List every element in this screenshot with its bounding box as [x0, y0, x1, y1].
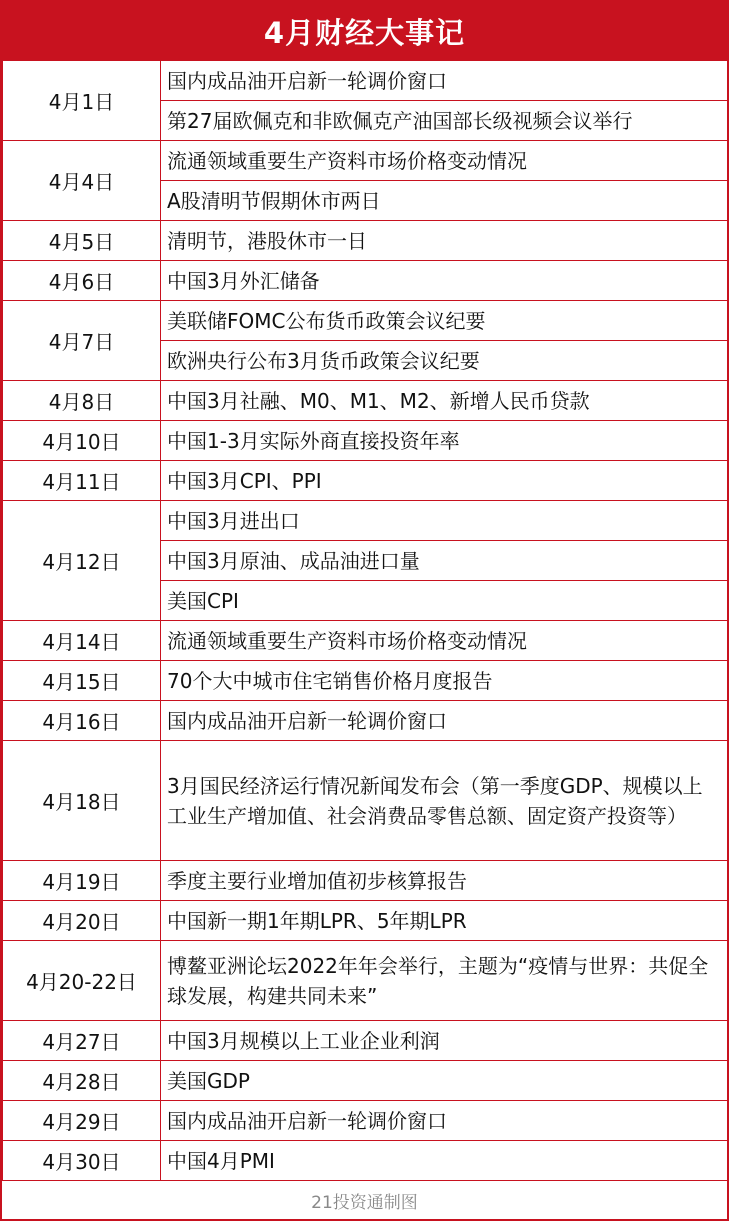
date-cell: 4月11日	[3, 461, 161, 501]
date-cell: 4月14日	[3, 621, 161, 661]
events-table-body	[3, 61, 728, 1181]
date-cell: 4月12日	[3, 501, 161, 621]
date-cell: 4月28日	[3, 1061, 161, 1101]
date-cell: 4月4日	[3, 141, 161, 221]
event-cell: 美国GDP	[161, 1061, 728, 1101]
date-cell: 4月30日	[3, 1141, 161, 1181]
date-cell: 4月5日	[3, 221, 161, 261]
event-cell: 中国3月规模以上工业企业利润	[161, 1021, 728, 1061]
date-cell: 4月18日	[3, 741, 161, 861]
page-title: 4月财经大事记	[2, 2, 727, 60]
date-cell: 4月16日	[3, 701, 161, 741]
date-cell: 4月27日	[3, 1021, 161, 1061]
table-row	[3, 661, 728, 701]
date-cell: 4月15日	[3, 661, 161, 701]
table-row	[3, 421, 728, 461]
table-row	[3, 1141, 728, 1181]
event-cell: 中国新一期1年期LPR、5年期LPR	[161, 901, 728, 941]
table-row	[3, 901, 728, 941]
event-cell: 70个大中城市住宅销售价格月度报告	[161, 661, 728, 701]
event-cell: 流通领域重要生产资料市场价格变动情况	[161, 141, 728, 181]
table-row	[3, 1061, 728, 1101]
table-row	[3, 461, 728, 501]
event-cell: 清明节，港股休市一日	[161, 221, 728, 261]
event-cell: 中国3月外汇储备	[161, 261, 728, 301]
event-cell: 中国3月CPI、PPI	[161, 461, 728, 501]
table-row	[3, 301, 728, 341]
events-table	[2, 60, 728, 1181]
date-cell: 4月8日	[3, 381, 161, 421]
event-cell: 中国3月原油、成品油进口量	[161, 541, 728, 581]
date-cell: 4月6日	[3, 261, 161, 301]
event-cell: 中国3月进出口	[161, 501, 728, 541]
table-row	[3, 701, 728, 741]
event-cell: 欧洲央行公布3月货币政策会议纪要	[161, 341, 728, 381]
event-cell: A股清明节假期休市两日	[161, 181, 728, 221]
table-row	[3, 941, 728, 1021]
date-cell: 4月29日	[3, 1101, 161, 1141]
table-row	[3, 1021, 728, 1061]
table-row	[3, 1101, 728, 1141]
event-cell: 美国CPI	[161, 581, 728, 621]
event-cell: 国内成品油开启新一轮调价窗口	[161, 61, 728, 101]
date-cell: 4月7日	[3, 301, 161, 381]
date-cell: 4月10日	[3, 421, 161, 461]
event-cell: 国内成品油开启新一轮调价窗口	[161, 701, 728, 741]
table-row	[3, 621, 728, 661]
event-cell: 中国1-3月实际外商直接投资年率	[161, 421, 728, 461]
event-cell: 美联储FOMC公布货币政策会议纪要	[161, 301, 728, 341]
table-row	[3, 141, 728, 181]
event-cell: 国内成品油开启新一轮调价窗口	[161, 1101, 728, 1141]
event-cell: 博鳌亚洲论坛2022年年会举行，主题为“疫情与世界：共促全球发展，构建共同未来”	[161, 941, 728, 1021]
event-cell: 中国3月社融、M0、M1、M2、新增人民币贷款	[161, 381, 728, 421]
date-cell: 4月1日	[3, 61, 161, 141]
table-row	[3, 61, 728, 101]
event-cell: 中国4月PMI	[161, 1141, 728, 1181]
table-row	[3, 381, 728, 421]
footer-credit: 21投资通制图	[311, 1192, 418, 1213]
table-row	[3, 741, 728, 861]
event-cell: 流通领域重要生产资料市场价格变动情况	[161, 621, 728, 661]
table-row	[3, 861, 728, 901]
event-cell: 第27届欧佩克和非欧佩克产油国部长级视频会议举行	[161, 101, 728, 141]
table-row	[3, 261, 728, 301]
date-cell: 4月19日	[3, 861, 161, 901]
table-row	[3, 221, 728, 261]
event-cell: 季度主要行业增加值初步核算报告	[161, 861, 728, 901]
date-cell: 4月20-22日	[3, 941, 161, 1021]
event-cell: 3月国民经济运行情况新闻发布会（第一季度GDP、规模以上工业生产增加值、社会消费品零售总额、固定资产投资等）	[161, 741, 728, 861]
table-row	[3, 501, 728, 541]
date-cell: 4月20日	[3, 901, 161, 941]
